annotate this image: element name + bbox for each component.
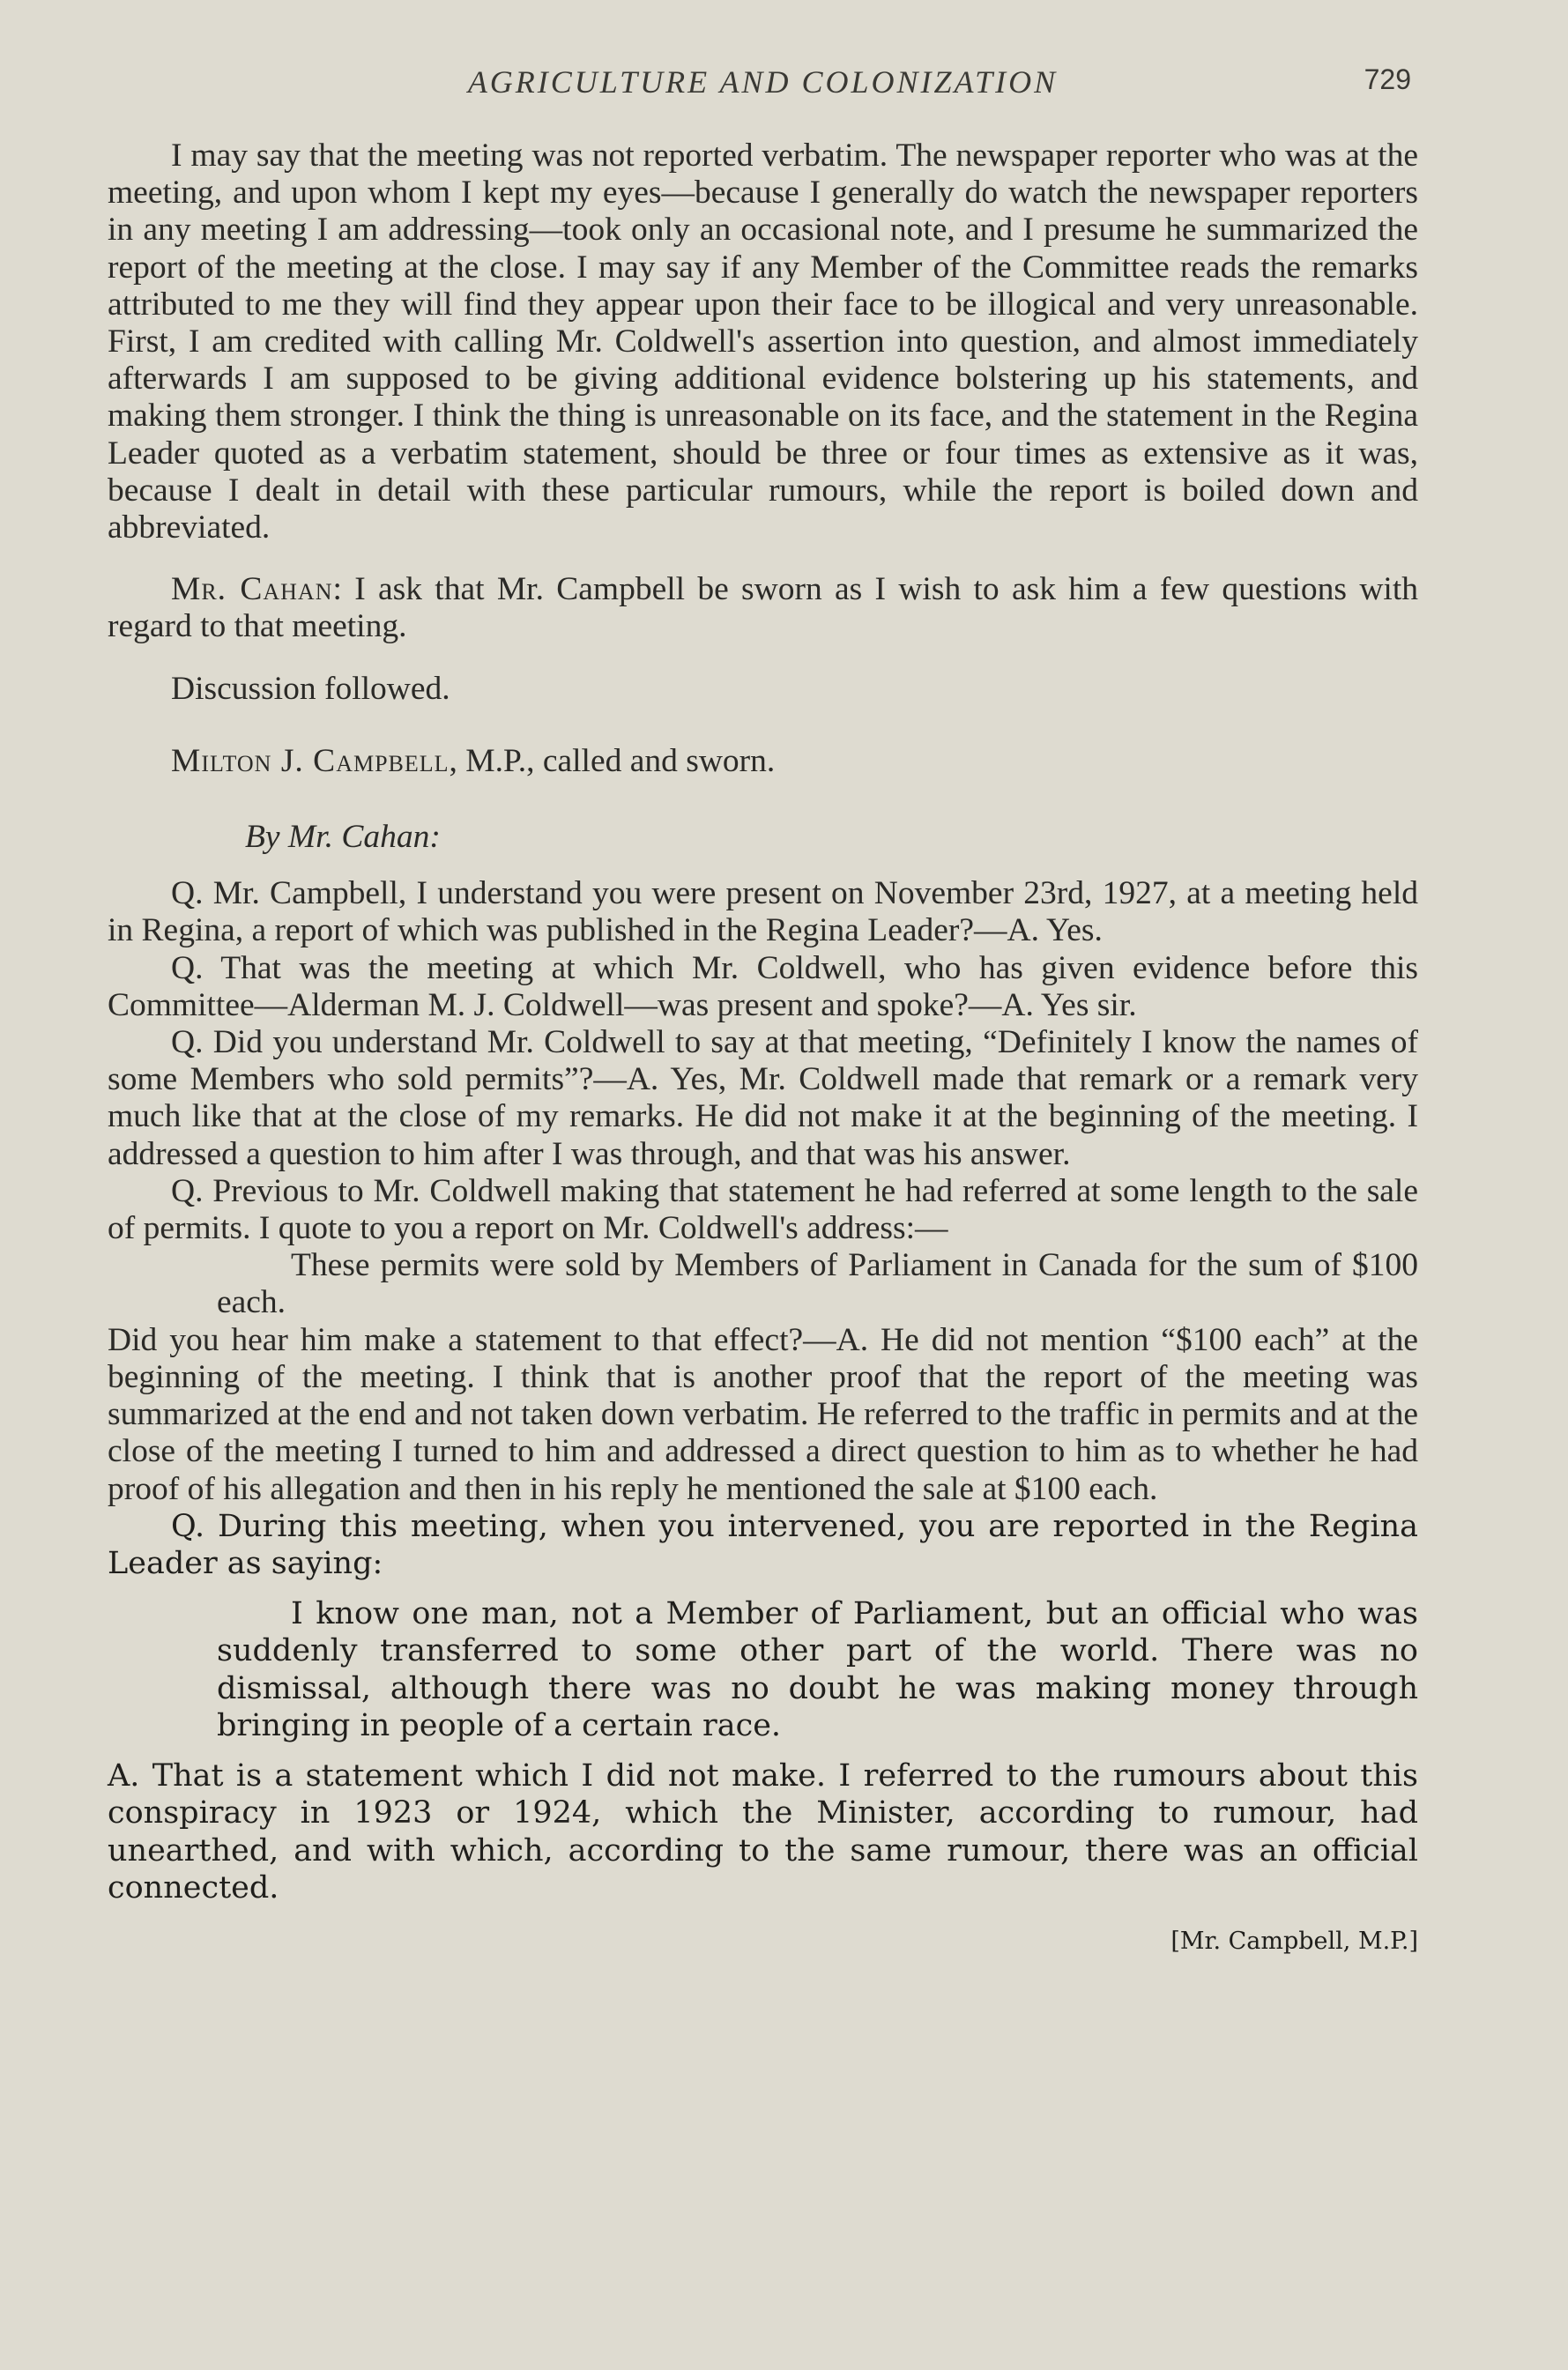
page-number: 729 <box>1364 63 1411 95</box>
question-4: Q. Previous to Mr. Coldwell making that statement he had referred at some length to the sale of permits. I quote to you a report on Mr. Coldwell's address:— <box>108 1172 1418 1247</box>
answer-5: A. That is a statement which I did not make. I referred to the rumours about this conspiracy in 1923 or 1924, which the Minister, according to rumour, had unearthed, and with which, according to the same rumour, there was an official connected. <box>108 1757 1418 1906</box>
witness-name: Milton J. Campbell <box>171 742 450 779</box>
question-3: Q. Did you understand Mr. Coldwell to say at that meeting, “Definitely I know the names of some Members who sold permits”?—A. Yes, Mr. Coldwell made that remark or a remark very much like that at the close of my remarks. He did not make it at the beginning of the meeting. I addressed a question to him after I was through, and that was his answer. <box>108 1024 1418 1172</box>
witness-text: , M.P., called and sworn. <box>449 742 776 779</box>
paragraph-cahan-request <box>108 571 1418 645</box>
question-4-continuation: Did you hear him make a statement to that effect?—A. He did not mention “$100 each” at the beginning of the meeting. I think that is another proof that the report of the meeting was summarized at the end and not taken down verbatim. He referred to the traffic in permits and at the close of the meeting I turned to him and addressed a direct question to him as to whether he had proof of his allegation and then in his reply he mentioned the sale at $100 each. <box>108 1321 1418 1507</box>
question-2: Q. That was the meeting at which Mr. Coldwell, who has given evidence before this Committee—Alderman M. J. Coldwell—was present and spoke?—A. Yes sir. <box>108 949 1418 1023</box>
question-1: Q. Mr. Campbell, I understand you were present on November 23rd, 1927, at a meeting held in Regina, a report of which was published in the Regina Leader?—A. Yes. <box>108 875 1418 949</box>
block-quote-permits: These permits were sold by Members of Parliament in Canada for the sum of $100 each. <box>217 1247 1418 1321</box>
speaker-name: Mr. Cahan <box>171 571 333 608</box>
body-text <box>108 137 1418 1960</box>
paragraph-discussion: Discussion followed. <box>171 670 450 707</box>
paragraph-witness-sworn <box>108 743 1418 780</box>
question-5: Q. During this meeting, when you intervened, you are reported in the Regina Leader as saying: <box>108 1508 1418 1582</box>
speaker-text: : I ask that Mr. Campbell be sworn as I wish to ask him a few questions with regard to that meeting. <box>108 571 1418 645</box>
page-header <box>108 63 1418 116</box>
block-quote-official: I know one man, not a Member of Parliament, but an official who was suddenly transferred to some other part of the world. There was no dismissal, although there was no doubt he was making money through bringing in people of a certain race. <box>217 1595 1418 1744</box>
paragraph-reporter-statement: I may say that the meeting was not reported verbatim. The newspaper reporter who was at the meeting, and upon whom I kept my eyes—because I generally do watch the newspaper reporters in any meeting I am addressing—took only an occasional note, and I presume he summarized the report of the meeting at the close. I may say if any Member of the Committee reads the remarks attributed to me they will find they appear upon their face to be illogical and very unreasonable. First, I am credited with calling Mr. Coldwell's assertion into question, and almost immediately afterwards I am supposed to be giving additional evidence bolstering up his statements, and making them stronger. I think the thing is unreasonable on its face, and the statement in the Regina Leader quoted as a verbatim statement, should be three or four times as extensive as it was, because I dealt in detail with these particular rumours, while the report is boiled down and abbreviated. <box>108 137 1418 546</box>
speaker-signature: [Mr. Campbell, M.P.] <box>1170 1927 1418 1955</box>
examiner-by-line: By Mr. Cahan: <box>245 819 441 856</box>
running-head: AGRICULTURE AND COLONIZATION <box>467 64 1059 100</box>
